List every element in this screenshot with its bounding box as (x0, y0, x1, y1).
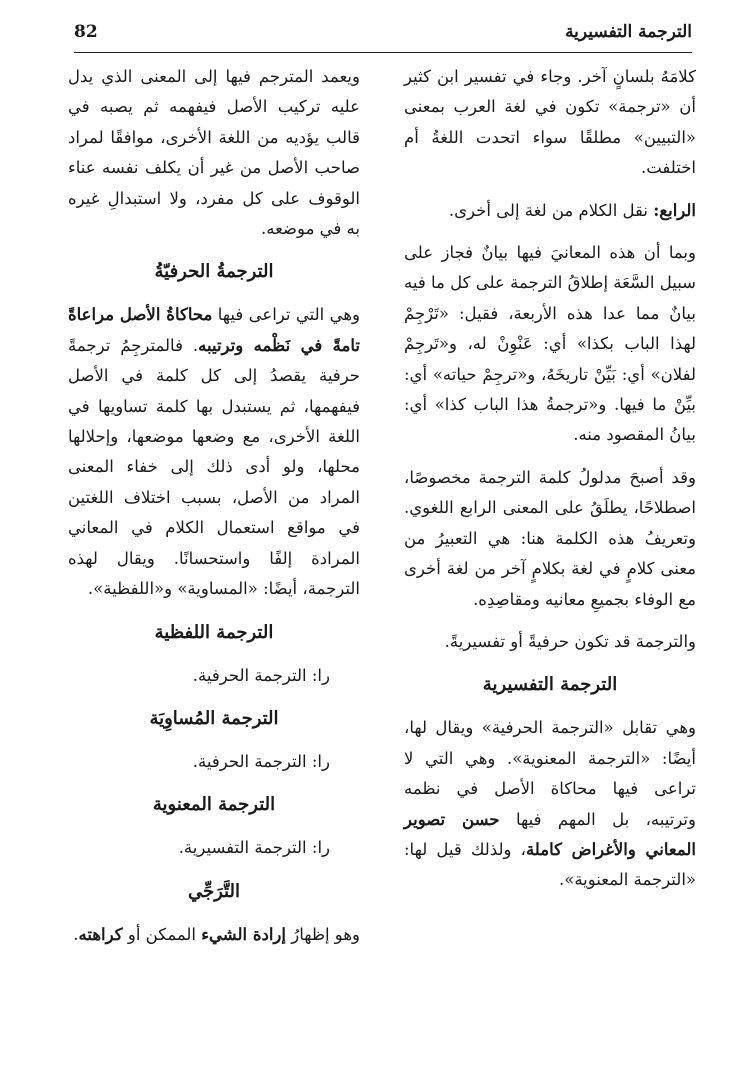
paragraph (68, 300, 360, 604)
cross-reference: را: الترجمة الحرفية. (192, 665, 330, 685)
bold-phrase: إرادة الشيء (201, 924, 286, 944)
cross-reference: را: الترجمة الحرفية. (192, 751, 330, 771)
running-title: الترجمة التفسيرية (565, 22, 692, 42)
bold-phrase: كراهته (78, 924, 123, 944)
paragraph-text: وهي تقابل «الترجمة الحرفية» ويقال لها، أيضًا: «الترجمة المعنوية». وهي التي لا تراعى فيها محاكاة الأصل في نظمه وترتيبه، بل المهم فيها (404, 718, 696, 829)
entry-heading: الترجمة المُساوِيَة (149, 707, 279, 729)
paragraph: وقد أصبحَ مدلولُ كلمة الترجمة مخصوصًا، اصطلاحًا، يطلَقُ على المعنى الرابع اللغوي. وتعريفُ هذه الكلمة هنا: هي التعبيرُ من معنى كلامٍ في لغة بكلامٍ آخر من لغة أخرى مع الوفاء بجميعِ معانيه ومقاصِدِه. (404, 467, 696, 609)
paragraph-text: وهو إظهارُ (285, 924, 360, 944)
page-number: 82 (74, 22, 98, 42)
paragraph-text: الممكن أو (122, 924, 202, 944)
paragraph-text: . (73, 924, 79, 944)
paragraph-text: نقل الكلام من لغة إلى أخرى. (448, 200, 654, 220)
paragraph (404, 713, 696, 895)
cross-reference: را: الترجمة التفسيرية. (178, 838, 330, 858)
entry-heading: الترجمة اللفظية (154, 621, 274, 643)
paragraph (68, 920, 360, 950)
bold-phrase: حسن تصوير المعاني والأغراض كاملة (404, 809, 696, 859)
paragraph: كلامَهُ بلسانٍ آخر. وجاء في تفسير ابن كثير أن «ترجمة» تكون في لغة العرب بمعنى «التبيين» مطلقًا سواء اتحدت اللغةُ أم اختلفت. (404, 67, 696, 178)
bold-phrase: محاكاةُ الأصل مراعاةً تامةً في نَظْمه وترتيبه (68, 305, 360, 355)
right-column (404, 62, 696, 908)
paragraph-text: . فالمترجِمُ ترجمةً حرفية يقصدُ إلى كل كلمة في الأصل فيفهمها، ثم يستبدل بها كلمة تساويها في اللغة الأخرى، مع وضعها موضعها، وإحلالها محلها، ولو أدى ذلك إلى خفاء المعنى المراد من الأصل، بسبب اختلاف اللغتين في مواقع استعمال الكلام في المعاني المرادة إلفًا واستحسانًا. ويقال لهذه الترجمة، أيضًا: «المساوية» و«اللفظية». (68, 335, 360, 599)
paragraph-text: ، ولذلك قيل لها: «الترجمة المعنوية». (404, 839, 696, 890)
paragraph: وبما أن هذه المعانيَ فيها بيانٌ فجاز على سبيل السَّعَة إطلاقُ الترجمة على كل ما فيه بيانٌ مما عدا هذه الأربعة، فقيل: «تَرْجِمْ لهذا الباب بكذا» أي: عَنْوِنْ له، و«تَرجِمْ لفلان» أي: بَيِّنْ تاريخَهُ، و«ترجِمْ حياته» أي: بيِّنْ ما فيها. و«ترجمةُ هذا الباب كذا» أي: بيانُ المقصود منه. (404, 243, 696, 445)
left-column (68, 62, 360, 962)
paragraph: والترجمة قد تكون حرفيةً أو تفسيريةً. (444, 631, 696, 651)
entry-heading: التَّرَجِّي (188, 880, 240, 902)
page-header (74, 18, 692, 53)
paragraph (404, 196, 696, 226)
entry-heading: الترجمة المعنوية (152, 794, 276, 816)
paragraph: ويعمد المترجم فيها إلى المعنى الذي يدل عليه تركيب الأصل فيفهمه ثم يصبه في قالب يؤديه من اللغة الأخرى، موافقًا لمراد صاحب الأصل من غير أن يكلف نفسه عناء الوقوف على كل مفرد، ولا استبدالِ غيره به في موضعه. (68, 67, 360, 239)
entry-heading: الترجمة التفسيرية (482, 674, 618, 696)
term-label: الرابع: (653, 200, 696, 220)
paragraph-text: وهي التي تراعى فيها (212, 305, 360, 325)
entry-heading: الترجمةُ الحرفيّةُ (154, 261, 274, 283)
